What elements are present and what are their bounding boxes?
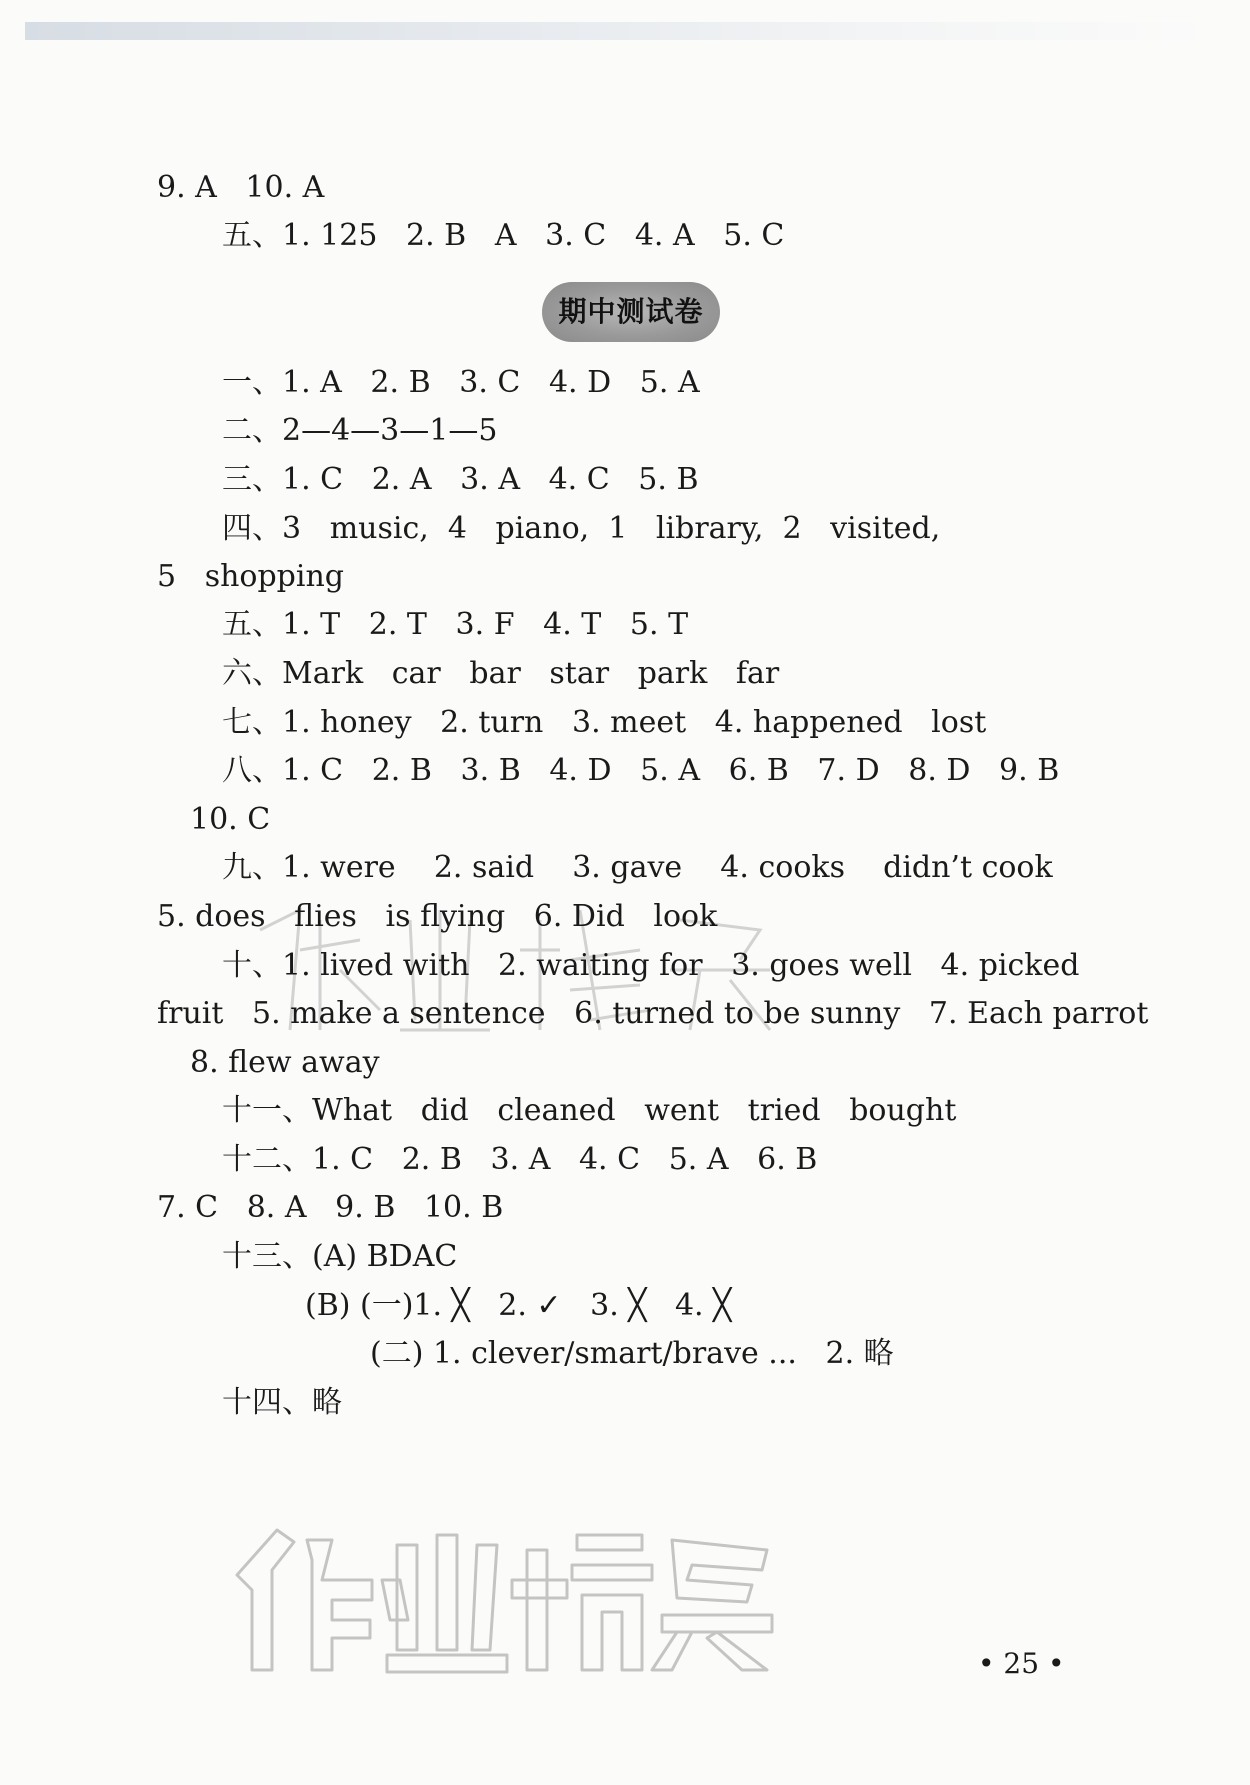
answer-line-9: 八、1. C 2. B 3. B 4. D 5. A 6. B 7. D 8. D 9. B [222, 753, 1060, 788]
answer-line-8: 七、1. honey 2. turn 3. meet 4. happened lost [222, 705, 987, 740]
answer-line-7: 六、Mark car bar star park far [222, 656, 780, 691]
answer-line-13: 十、1. lived with 2. waiting for 3. goes well 4. picked [222, 948, 1080, 983]
answer-line-4: 四、3 music, 4 piano, 1 library, 2 visited, [222, 511, 941, 546]
answer-line-17: 十二、1. C 2. B 3. A 4. C 5. A 6. B [222, 1142, 818, 1177]
answer-line-18: 7. C 8. A 9. B 10. B [157, 1190, 504, 1225]
watermark-overlay-mid [240, 890, 780, 1040]
prior-answer-line-2: 五、1. 125 2. B A 3. C 4. A 5. C [222, 218, 785, 253]
section-title: 期中测试卷 [558, 295, 704, 328]
page-number: • 25 • [978, 1647, 1065, 1680]
watermark-logo [222, 1520, 782, 1680]
answer-line-10: 10. C [190, 802, 271, 837]
answer-line-6: 五、1. T 2. T 3. F 4. T 5. T [222, 607, 689, 642]
section-header-midterm [542, 282, 720, 342]
answer-line-22: 十四、略 [222, 1385, 342, 1420]
answer-line-21: (二) 1. clever/smart/brave ... 2. 略 [370, 1336, 894, 1371]
answer-line-12: 5. does flies is flying 6. Did look [157, 899, 718, 934]
answer-line-15: 8. flew away [190, 1045, 380, 1080]
answer-line-3: 三、1. C 2. A 3. A 4. C 5. B [222, 462, 699, 497]
answer-line-5: 5 shopping [157, 559, 345, 594]
answer-line-1: 一、1. A 2. B 3. C 4. D 5. A [222, 365, 700, 400]
answer-line-14: fruit 5. make a sentence 6. turned to be sunny 7. Each parrot [157, 996, 1149, 1031]
answer-line-20: (B) (一)1. ╳ 2. ✓ 3. ╳ 4. ╳ [305, 1288, 732, 1323]
answer-line-11: 九、1. were 2. said 3. gave 4. cooks didn’t cook [222, 850, 1053, 885]
answer-line-16: 十一、What did cleaned went tried bought [222, 1093, 957, 1128]
answer-line-2: 二、2—4—3—1—5 [222, 413, 498, 448]
scan-edge-strip [25, 22, 1215, 40]
answer-line-19: 十三、(A) BDAC [222, 1239, 458, 1274]
prior-answer-line-1: 9. A 10. A [157, 170, 325, 205]
